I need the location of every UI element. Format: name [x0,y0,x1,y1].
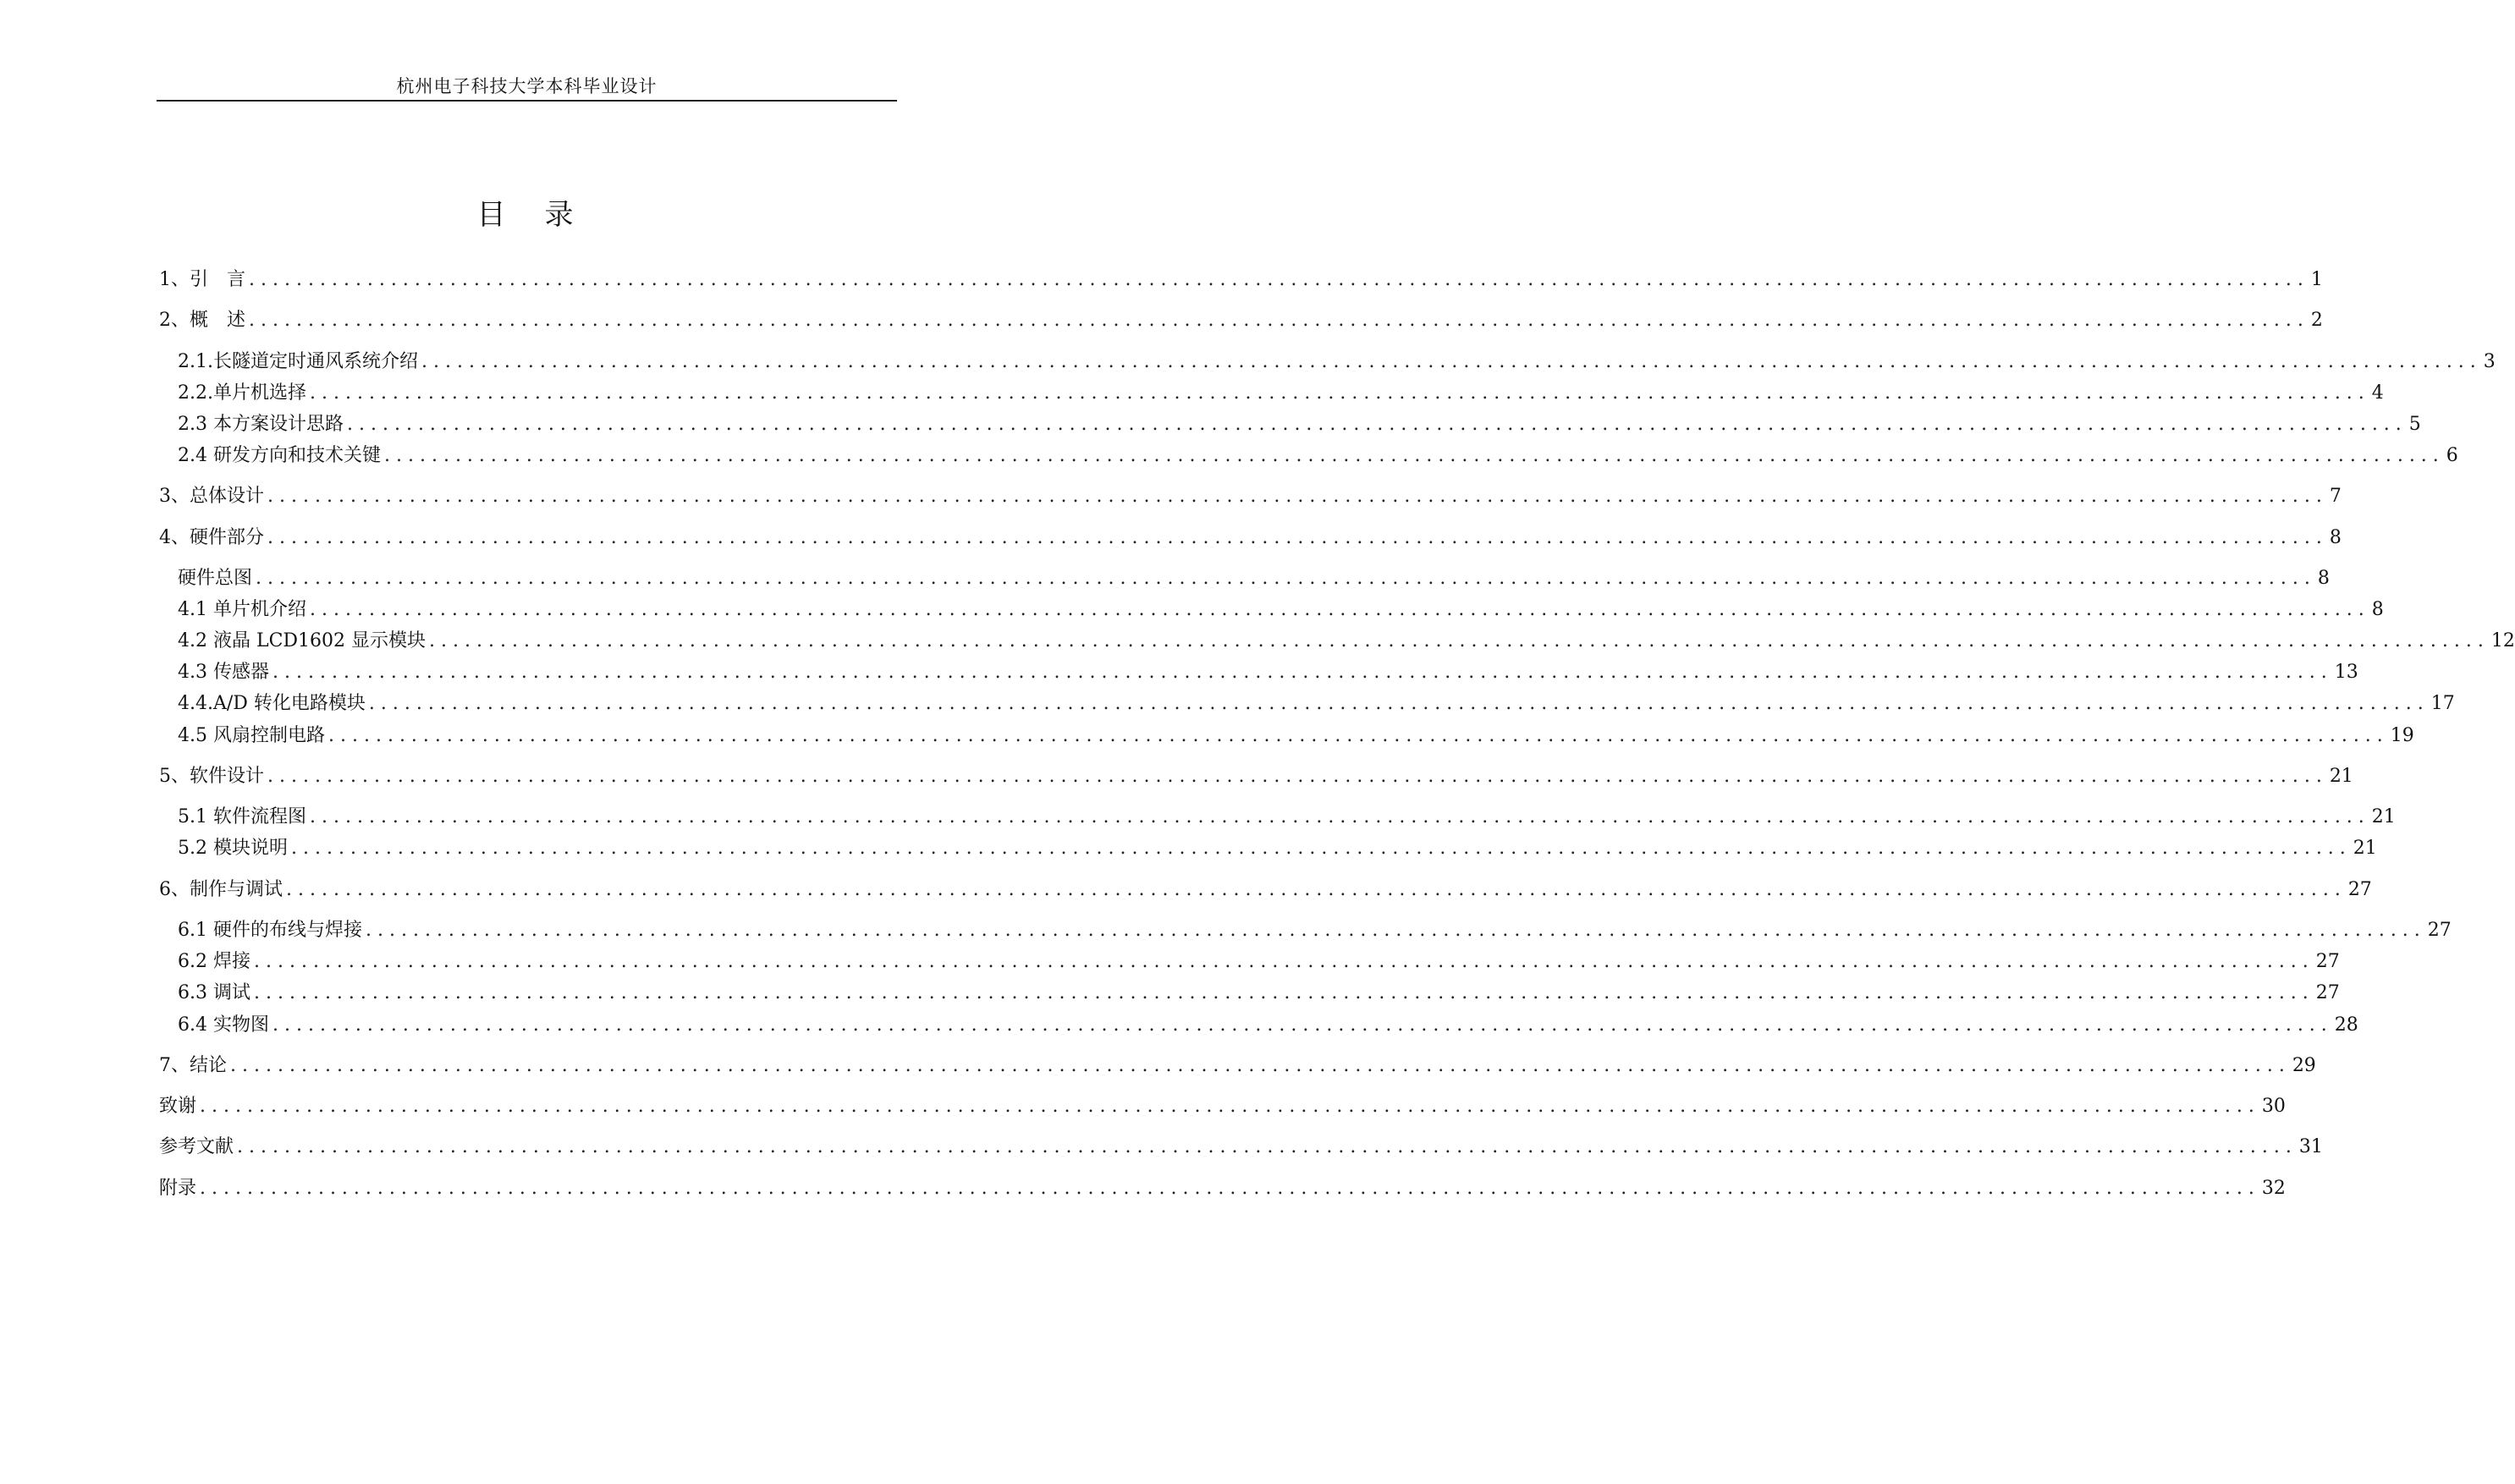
toc-entry-page: 4 [2371,382,2384,404]
toc-entry-label: 4.3 传感器 [178,662,269,683]
toc-entry[interactable] [178,597,2384,623]
toc-leader: .............................................................................................................................................................................. [429,630,2490,651]
toc-entry-page: 7 [2329,486,2342,507]
toc-leader: .............................................................................................................................................................................. [230,1055,2291,1076]
toc-title-char-2: 录 [544,198,574,232]
toc-entry-label: 5.2 模块说明 [178,838,288,859]
toc-entry-page: 27 [2347,879,2372,900]
toc-entry[interactable] [178,1013,2358,1038]
toc-entry-page: 31 [2298,1136,2323,1157]
toc-entry-label: 参考文献 [159,1136,234,1157]
toc-leader: .............................................................................................................................................................................. [256,568,2316,589]
toc-leader: .............................................................................................................................................................................. [267,527,2328,548]
toc-entry-page: 27 [2315,951,2340,972]
toc-entry-page: 3 [2483,351,2496,372]
toc-entry-label: 5.1 软件流程图 [178,806,306,827]
toc-leader: .............................................................................................................................................................................. [421,351,2482,372]
toc-leader: .............................................................................................................................................................................. [267,486,2328,507]
toc-leader: .............................................................................................................................................................................. [309,599,2370,620]
toc-entry-label: 2.4 研发方向和技术关键 [178,445,381,466]
toc-entry-label: 1、引 言 [159,269,245,290]
toc-leader: .............................................................................................................................................................................. [368,693,2430,714]
toc-leader: .............................................................................................................................................................................. [383,445,2445,466]
toc-entry-page: 30 [2261,1096,2286,1117]
toc-entry-page: 27 [2315,982,2340,1003]
toc-entry-page: 21 [2371,806,2396,827]
toc-entry-page: 21 [2329,766,2353,787]
toc-entry[interactable] [159,484,2342,509]
toc-leader: .............................................................................................................................................................................. [249,269,2309,290]
toc-entry[interactable] [159,764,2353,789]
toc-entry[interactable] [159,525,2342,551]
toc-leader: .............................................................................................................................................................................. [365,920,2426,941]
toc-entry[interactable] [178,836,2377,861]
toc-leader: .............................................................................................................................................................................. [200,1178,2260,1199]
toc-leader: .............................................................................................................................................................................. [272,662,2333,683]
toc-entry-page: 29 [2292,1055,2316,1076]
toc-entry-page: 2 [2310,310,2323,331]
toc-entry-label: 4.1 单片机介绍 [178,599,306,620]
toc-entry[interactable] [159,267,2323,293]
toc-leader: .............................................................................................................................................................................. [237,1136,2298,1157]
toc-entry[interactable] [178,412,2421,437]
toc-entry[interactable] [178,443,2458,469]
toc-entry[interactable] [159,1176,2286,1201]
toc-entry-page: 19 [2390,725,2414,746]
toc-entry-label: 7、结论 [159,1055,227,1076]
toc-leader: .............................................................................................................................................................................. [290,838,2352,859]
running-header: 杭州电子科技大学本科毕业设计 [396,76,658,96]
toc-entry-page: 27 [2427,920,2452,941]
toc-leader: .............................................................................................................................................................................. [346,414,2408,435]
toc-entry[interactable] [178,566,2330,591]
toc-entry[interactable] [159,1094,2286,1119]
toc-entry[interactable] [178,981,2340,1006]
toc-entry-label: 6.4 实物图 [178,1014,269,1036]
toc-leader: .............................................................................................................................................................................. [309,806,2370,827]
toc-entry-page: 13 [2334,662,2358,683]
toc-entry[interactable] [178,723,2414,749]
toc-entry-label: 2.2.单片机选择 [178,382,306,404]
toc-entry[interactable] [178,805,2396,830]
toc-entry[interactable] [159,308,2323,333]
toc-entry-page: 1 [2310,269,2323,290]
toc-entry-page: 21 [2353,838,2377,859]
toc-entry-label: 6.3 调试 [178,982,250,1003]
toc-leader: .............................................................................................................................................................................. [286,879,2347,900]
toc-entry-page: 8 [2371,599,2384,620]
toc-entry-page: 8 [2329,527,2342,548]
toc-entry-label: 硬件总图 [178,568,253,589]
toc-entry[interactable] [159,1053,2316,1079]
toc-leader: .............................................................................................................................................................................. [327,725,2389,746]
toc-entry-label: 4.5 风扇控制电路 [178,725,325,746]
toc-entry-page: 32 [2261,1178,2286,1199]
toc-entry[interactable] [178,660,2358,685]
toc-entry-page: 12 [2490,630,2515,651]
toc-entry[interactable] [178,949,2340,975]
toc-entry-label: 附录 [159,1178,197,1199]
toc-entry-page: 6 [2446,445,2458,466]
toc-entry-label: 6.1 硬件的布线与焊接 [178,920,362,941]
toc-entry[interactable] [178,381,2384,406]
toc-entry[interactable] [178,691,2455,717]
toc-entry-label: 3、总体设计 [159,486,264,507]
toc-leader: .............................................................................................................................................................................. [272,1014,2333,1036]
toc-entry[interactable] [178,629,2515,654]
toc-entry[interactable] [159,1135,2323,1160]
toc-entry[interactable] [178,918,2452,943]
toc-entry-page: 8 [2317,568,2330,589]
toc-entry-page: 5 [2408,414,2421,435]
toc-entry-label: 4.2 液晶 LCD1602 显示模块 [178,630,427,651]
toc-entry-label: 2、概 述 [159,310,245,331]
toc-entry-label: 致谢 [159,1096,197,1117]
toc-entry-label: 6.2 焊接 [178,951,250,972]
toc-entry-label: 5、软件设计 [159,766,264,787]
toc-entry-label: 4、硬件部分 [159,527,264,548]
toc-entry-label: 6、制作与调试 [159,879,283,900]
toc-leader: .............................................................................................................................................................................. [253,951,2314,972]
toc-entry-label: 2.3 本方案设计思路 [178,414,344,435]
toc-leader: .............................................................................................................................................................................. [253,982,2314,1003]
toc-entry-label: 2.1.长隧道定时通风系统介绍 [178,351,418,372]
toc-entry-label: 4.4.A/D 转化电路模块 [178,693,366,714]
toc-leader: .............................................................................................................................................................................. [267,766,2328,787]
toc-title-char-1: 目 [476,198,506,232]
toc-entry[interactable] [178,349,2496,375]
toc-entry[interactable] [159,877,2372,903]
toc-leader: .............................................................................................................................................................................. [200,1096,2260,1117]
toc-leader: .............................................................................................................................................................................. [309,382,2370,404]
toc-entry-page: 28 [2334,1014,2358,1036]
toc-entry-page: 17 [2430,693,2455,714]
toc-leader: .............................................................................................................................................................................. [249,310,2309,331]
